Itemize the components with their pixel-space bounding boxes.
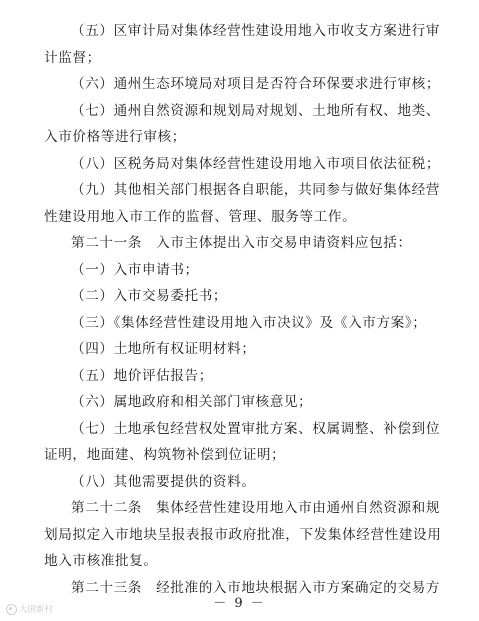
text-line: （九）其他相关部门根据各自职能，共同参与做好集体经营 bbox=[71, 182, 441, 198]
text-line: （五）地价评估报告； bbox=[71, 367, 213, 384]
text-line: 第二十一条 入市主体提出入市交易申请资料应包括： bbox=[71, 235, 412, 251]
text-line: （三）《集体经营性建设用地入市决议》及《入市方案》； bbox=[71, 314, 427, 331]
text-line: （六）属地政府和相关部门审核意见； bbox=[71, 394, 313, 410]
text-line: 划局拟定入市地块呈报表报市政府批准，下发集体经营性建设用 bbox=[44, 526, 442, 543]
text-line: 证明，地面建、构筑物补偿到位证明； bbox=[44, 447, 286, 463]
watermark bbox=[6, 603, 53, 615]
text-line: （四）土地所有权证明材料； bbox=[71, 341, 256, 357]
text-line: 地入市核准批复。 bbox=[44, 553, 158, 569]
watermark-text: 大国新村 bbox=[19, 605, 54, 615]
text-line: （一）入市申请书； bbox=[71, 261, 199, 278]
text-line: （五）区审计局对集体经营性建设用地入市收支方案进行审 bbox=[71, 23, 441, 39]
text-line: 入市价格等进行审核； bbox=[44, 129, 186, 145]
text-line: 第二十二条 集体经营性建设用地入市由通州自然资源和规 bbox=[71, 500, 441, 516]
text-line: 性建设用地入市工作的监督、管理、服务等工作。 bbox=[44, 208, 357, 225]
text-line: （六）通州生态环境局对项目是否符合环保要求进行审核； bbox=[71, 76, 441, 92]
document-body bbox=[44, 18, 440, 601]
camera-logo-icon bbox=[6, 604, 17, 615]
text-line: （八）其他需要提供的资料。 bbox=[71, 473, 256, 490]
page-number: － 9 － bbox=[213, 596, 266, 611]
text-line: （七）土地承包经营权处置审批方案、权属调整、补偿到位 bbox=[71, 420, 441, 437]
text-line: （二）入市交易委托书； bbox=[71, 288, 228, 304]
text-line: 第二十三条 经批准的入市地块根据入市方案确定的交易方 bbox=[71, 579, 441, 596]
text-line: 计监督； bbox=[44, 49, 101, 66]
text-line: （八）区税务局对集体经营性建设用地入市项目依法征税； bbox=[71, 155, 441, 172]
text-line: （七）通州自然资源和规划局对规划、土地所有权、地类、 bbox=[71, 102, 441, 119]
